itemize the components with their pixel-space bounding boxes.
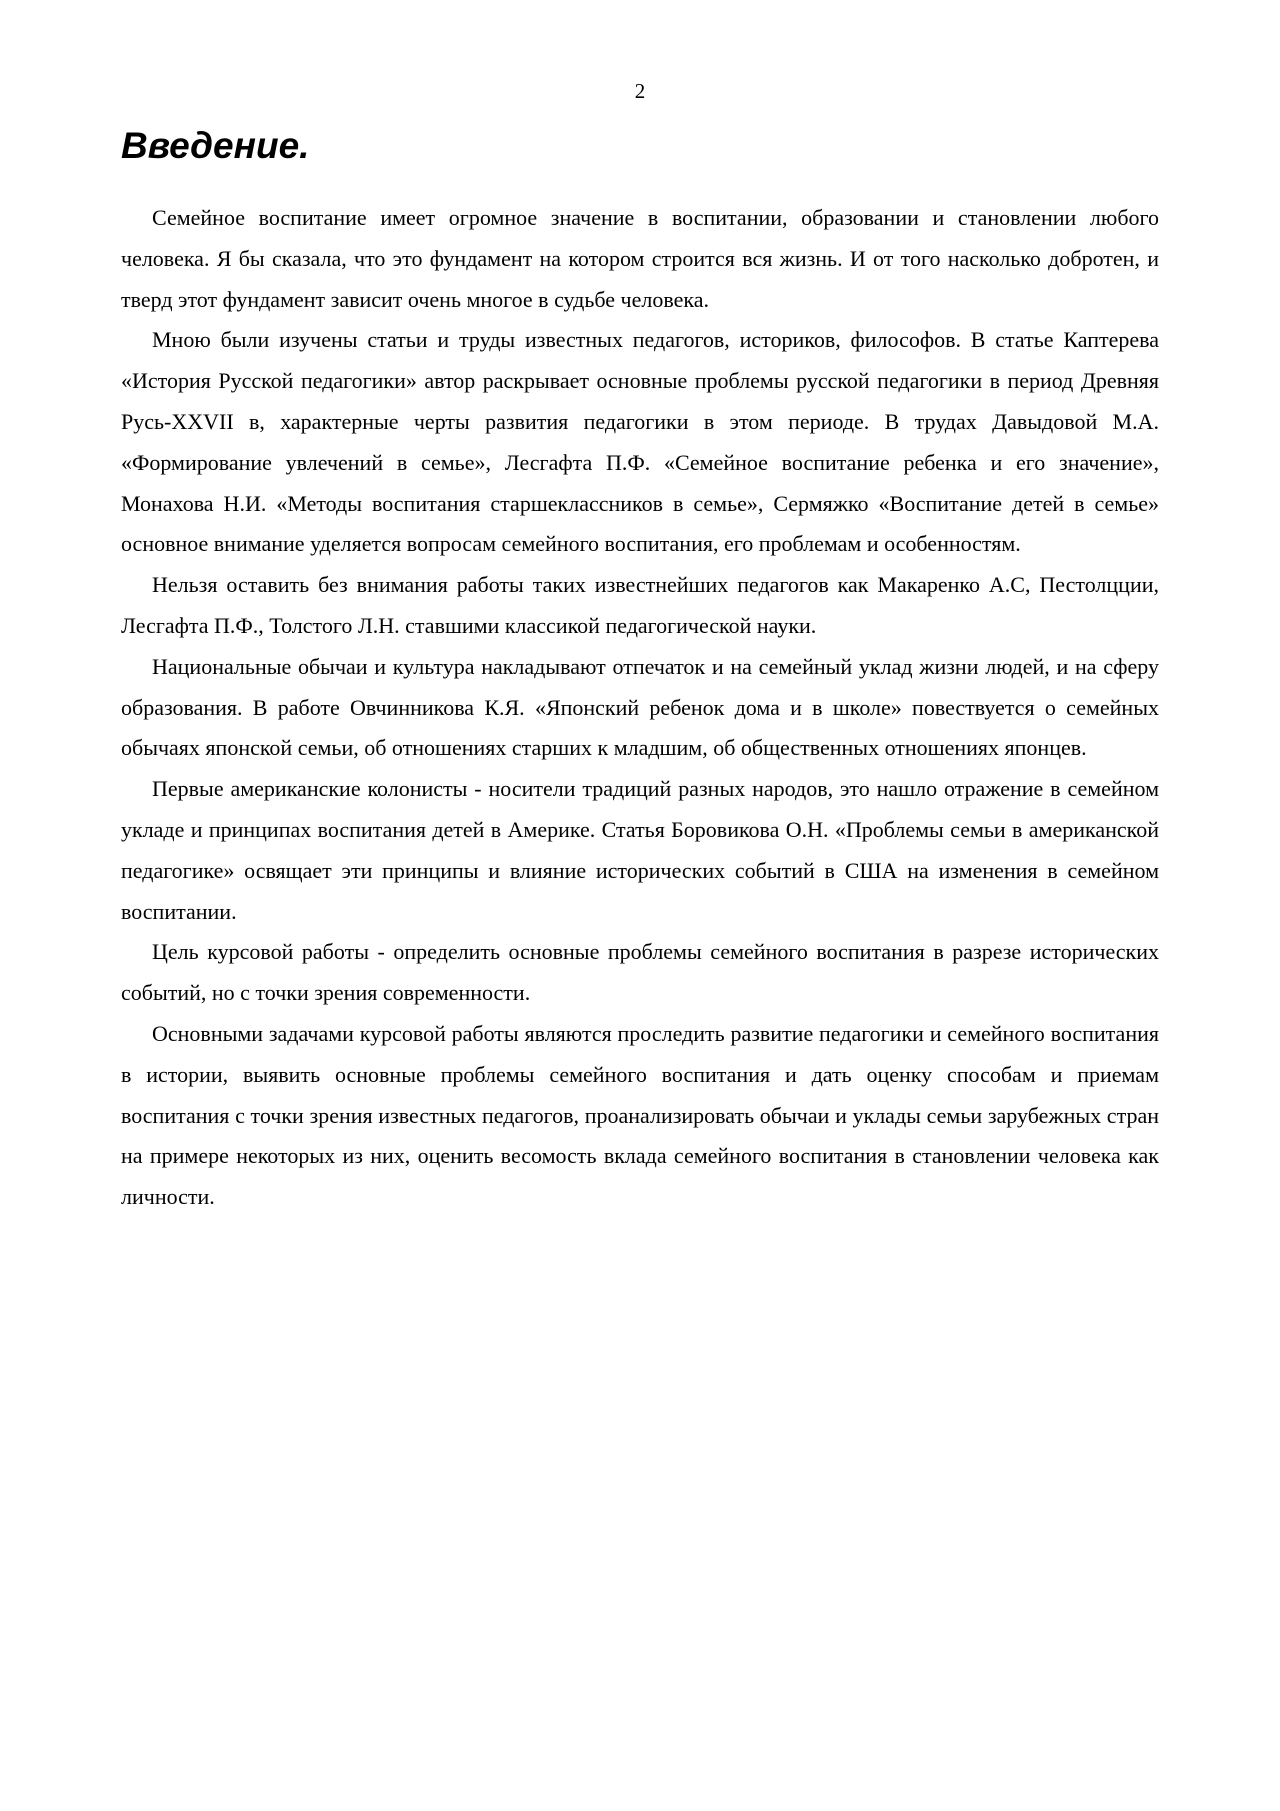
body-text: [121, 198, 1159, 1218]
paragraph: Цель курсовой работы - определить основные проблемы семейного воспитания в разрезе исторических событий, но с точки зрения современности.: [121, 939, 1159, 1006]
paragraph: Основными задачами курсовой работы являются проследить развитие педагогики и семейного воспитания в истории, выявить основные проблемы семейного воспитания и дать оценку способам и приемам воспитания с точки зрения известных педагогов, проанализировать обычаи и уклады семьи зарубежных стран на примере некоторых из них, оценить весомость вклада семейного воспитания в становлении человека как личности.: [121, 1020, 1159, 1210]
paragraph: Национальные обычаи и культура накладывают отпечаток и на семейный уклад жизни людей, и на сферу образования. В работе Овчинникова К.Я. «Японский ребенок дома и в школе» повествуется о семейных обычаях японской семьи, об отношениях старших к младшим, об общественных отношениях японцев.: [121, 653, 1159, 761]
section-heading: Введение.: [121, 125, 310, 166]
paragraph: Мною были изучены статьи и труды известных педагогов, историков, философов. В статье Каптерева «История Русской педагогики» автор раскрывает основные проблемы русской педагогики в период Древняя Русь-XXVII в, характерные черты развития педагогики в этом периоде. В трудах Давыдовой М.А. «Формирование увлечений в семье», Лесгафта П.Ф. «Семейное воспитание ребенка и его значение», Монахова Н.И. «Методы воспитания старшеклассников в семье», Сермяжко «Воспитание детей в семье» основное внимание уделяется вопросам семейного воспитания, его проблемам и особенностям.: [121, 327, 1159, 557]
page-number: 2: [634, 79, 646, 103]
paragraph: Первые американские колонисты - носители традиций разных народов, это нашло отражение в семейном укладе и принципах воспитания детей в Америке. Статья Боровикова О.Н. «Проблемы семьи в американской педагогике» освящает эти принципы и влияние исторических событий в США на изменения в семейном воспитании.: [121, 776, 1159, 924]
paragraph: Семейное воспитание имеет огромное значение в воспитании, образовании и становлении любого человека. Я бы сказала, что это фундамент на котором строится вся жизнь. И от того насколько добротен, и тверд этот фундамент зависит очень многое в судьбе человека.: [121, 205, 1159, 312]
paragraph: Нельзя оставить без внимания работы таких известнейших педагогов как Макаренко А.С, Пестолцции, Лесгафта П.Ф., Толстого Л.Н. ставшими классикой педагогической науки.: [121, 572, 1159, 638]
